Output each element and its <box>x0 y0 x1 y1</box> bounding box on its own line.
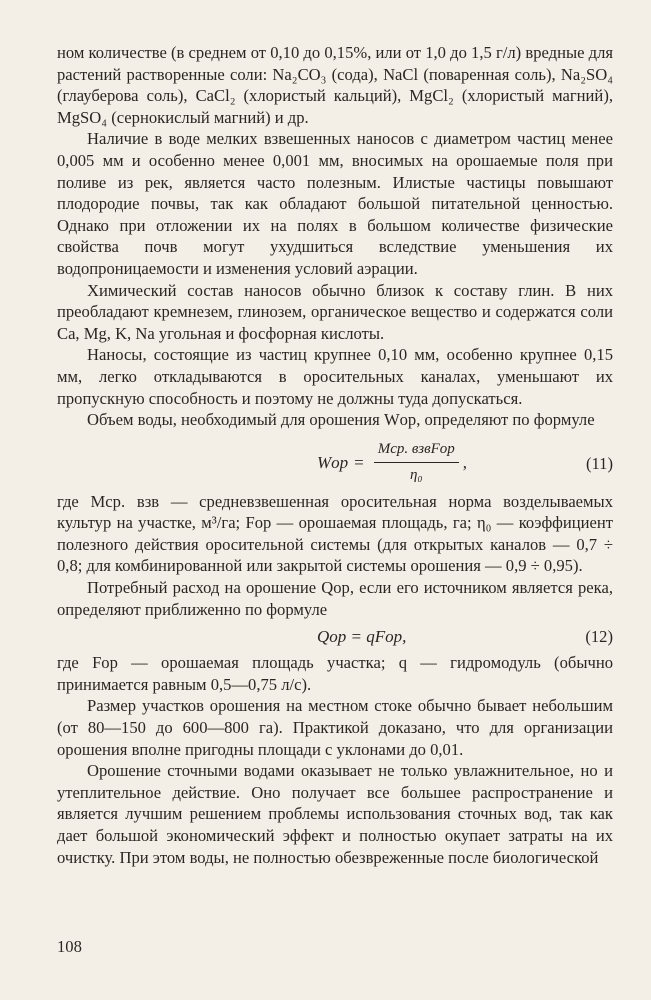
paragraph: Орошение сточными водами оказывает не только увлажнительное, но и утеплительное действие. Оно получает все большее распространение и является лучшим решением проблемы использования сточных вод, так как дает большой экономический эффект и полностью окупает затраты на их очистку. При этом воды, не полностью обезвреженные после биологической <box>57 761 613 867</box>
formula-11 <box>57 431 613 491</box>
formula-12 <box>57 620 613 652</box>
paragraph: ном количестве (в среднем от 0,10 до 0,15%, или от 1,0 до 1,5 г/л) вредные для растений растворенные соли: Na₂CO₃ (сода), NaCl (поваренная соль), Na₂SO₄ (глауберова соль), CaCl₂ (хлористый кальций), MgCl₂ (хлористый магний), MgSO₄ (сернокислый магний) и др. <box>57 43 613 127</box>
formula-11-numerator: Mср. взвFор <box>374 439 459 464</box>
paragraph: Потребный расход на орошение Qор, если его источником является река, определяют приближенно по формуле <box>57 578 613 619</box>
paragraph: Химический состав наносов обычно близок к составу глин. В них преобладают кремнезем, глинозем, органическое вещество и содержатся соли Ca, Mg, K, Na угольная и фосфорная кислоты. <box>57 280 613 343</box>
formula-11-denominator: η₀ <box>409 467 423 484</box>
formula-11-tail: , <box>462 452 468 472</box>
formula-11-fraction <box>374 439 459 487</box>
formula-12-number: (12) <box>585 627 613 647</box>
formula-12-expression: Qор = qFор, <box>317 627 407 647</box>
body-text <box>57 42 613 868</box>
formula-11-equals: = <box>354 452 364 472</box>
paragraph: где Mср. взв — средневзвешенная оросительная норма возделываемых культур на участке, м³/га; Fор — орошаемая площадь, га; η₀ — коэффициент полезного действия оросительной системы (для открытых каналов — 0,7 ÷ 0,8; для комбинированной или закрытой системы орошения — 0,9 ÷ 0,95). <box>57 491 613 576</box>
paragraph: Наносы, состоящие из частиц крупнее 0,10 мм, особенно крупнее 0,15 мм, легко откладываются в оросительных каналах, уменьшают их пропускную способность и поэтому не должны туда допускаться. <box>57 345 613 408</box>
page-number: 108 <box>57 937 82 956</box>
paragraph: Объем воды, необходимый для орошения Wор, определяют по формуле <box>87 410 595 430</box>
formula-11-expression <box>317 439 467 487</box>
paragraph: Наличие в воде мелких взвешенных наносов с диаметром частиц менее 0,005 мм и особенно менее 0,001 мм, вносимых на орошаемые поля при поливе из рек, является часто полезным. Илистые частицы повышают плодородие почвы, так как обладают большой питательной ценностью. Однако при отложении их на полях в большом количестве физические свойства почв могут ухудшиться вследствие уменьшения их водопроницаемости и изменения условий аэрации. <box>57 129 613 278</box>
formula-11-lhs: Wор <box>317 452 349 472</box>
paragraph: где Fор — орошаемая площадь участка; q — гидромодуль (обычно принимается равным 0,5—0,75 л/с). <box>57 653 613 694</box>
formula-11-number: (11) <box>585 453 613 473</box>
paragraph: Размер участков орошения на местном стоке обычно бывает небольшим (от 80—150 до 600—800 га). Практикой доказано, что для организации орошения вполне пригодны площади с уклонами до 0,01. <box>57 696 613 759</box>
